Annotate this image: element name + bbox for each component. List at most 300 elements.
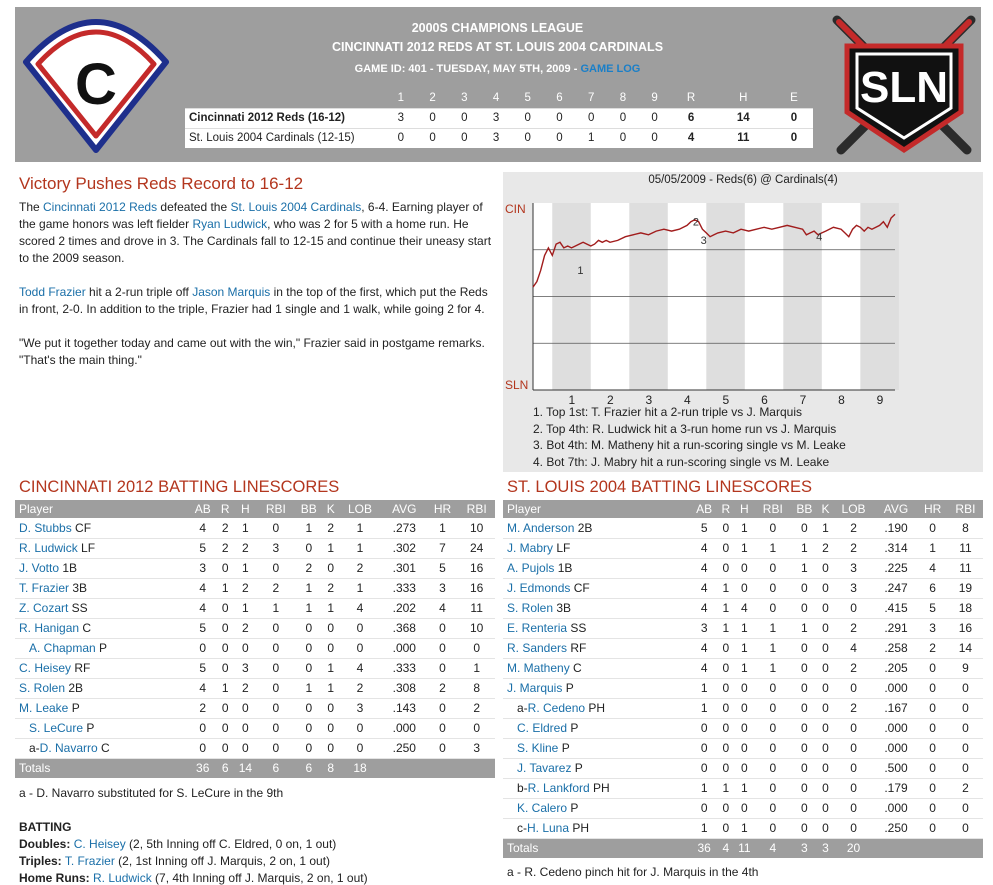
player-link[interactable]: M. Matheny [507,661,570,675]
stat-cell: 0 [458,718,495,738]
player-link[interactable]: R. Ludwick [93,871,152,885]
stat-cell: 0 [718,678,733,698]
story-paragraph: The Cincinnati 2012 Reds defeated the St. Louis 2004 Cardinals, 6-4. Earning player of the game honors was left fielder Ryan Ludwick, who was 2 for 5 with a home run. He scored 2 times and drove in 3. The Cardinals fall to 12-15 and continue their uneasy start to the 2009 season. [19,200,492,265]
stat-cell: 2 [338,678,382,698]
stat-cell: 24 [458,538,495,558]
stat-cell: 1 [690,678,718,698]
stat-cell: 2 [233,678,257,698]
linescore-col-header: R [686,92,696,105]
batting-row [15,598,495,618]
player-link[interactable]: D. Stubbs [19,520,72,535]
stat-cell: .250 [382,738,427,758]
stat-cell: 0 [832,758,874,778]
stat-cell: 5 [427,558,459,578]
inning-runs: 3 [480,128,512,148]
player-cell [503,638,690,658]
batting-row [503,758,983,778]
stat-cell: 0 [790,658,818,678]
inning-runs: 0 [639,128,671,148]
stat-cell: 1 [294,598,323,618]
chart-bottom-label: SLN [505,378,529,392]
stat-cell: .308 [382,678,427,698]
stat-cell: 1 [718,598,733,618]
batting-row [15,738,495,758]
stat-cell: 19 [948,578,983,598]
player-link[interactable]: R. Ludwick [19,541,78,555]
totals-cell [917,838,947,858]
player-cell [15,558,188,578]
logo-text: SLN [860,63,948,112]
stat-cell: 4 [917,558,947,578]
batting-row [503,718,983,738]
stat-cell: 2 [832,518,874,538]
stat-cell: 0 [217,638,233,658]
player-link[interactable]: J. Edmonds [507,581,571,595]
stat-cell: 0 [690,758,718,778]
batting-col-header: BB [790,500,818,518]
chart-notes [533,404,846,470]
stat-cell: 0 [818,758,832,778]
stat-cell: 1 [790,558,818,578]
inning-runs: 0 [417,108,449,128]
stat-cell: 0 [790,578,818,598]
player-position: C [569,661,582,675]
player-link[interactable]: C. Eldred [517,721,568,735]
stat-cell: 1 [233,598,257,618]
player-cell [15,578,188,598]
stat-cell: 3 [690,618,718,638]
player-cell [15,638,188,658]
batting-col-header: Player [503,500,690,518]
player-position: RF [71,661,91,675]
stat-cell: 3 [917,618,947,638]
stat-cell: 0 [338,738,382,758]
stat-cell: 0 [718,558,733,578]
player-link[interactable]: S. Kline [517,741,559,755]
stat-cell: .250 [875,818,918,838]
player-position: P [562,681,574,695]
stat-cell: 0 [818,638,832,658]
stat-cell: 0 [427,638,459,658]
stat-cell: 0 [917,758,947,778]
stat-cell: 0 [258,678,295,698]
stat-cell: 0 [832,678,874,698]
stat-cell: 6 [917,578,947,598]
event-marker: 1 [577,265,584,278]
stat-cell: 0 [790,798,818,818]
sub-prefix: b- [517,781,528,795]
stat-cell: 1 [217,578,233,598]
stat-cell: 0 [258,618,295,638]
player-position: C [97,741,110,755]
player-link[interactable]: Z. Cozart [19,601,69,615]
stat-cell: 0 [258,518,295,538]
player-position: P [83,721,95,735]
stat-cell: 0 [188,738,217,758]
stat-cell: 0 [790,698,818,718]
stat-cell: 2 [233,538,257,558]
stat-cell: 0 [755,698,790,718]
stat-cell: 0 [733,758,755,778]
stat-cell: 10 [458,518,495,538]
story-paragraph: "We put it together today and came out with the win," Frazier said in postgame remarks. "That's the main thing." [19,336,485,367]
stat-cell: 11 [948,538,983,558]
stat-cell: 16 [948,618,983,638]
player-position: P [571,761,583,775]
stat-cell: 0 [718,798,733,818]
player-link[interactable]: J. Mabry [507,541,554,555]
player-cell [15,658,188,678]
stat-cell: 1 [733,778,755,798]
story-headline: Victory Pushes Reds Record to 16-12 [19,174,304,193]
player-cell [503,758,690,778]
stat-cell: 0 [917,738,947,758]
stat-cell: 0 [233,738,257,758]
stat-cell: .302 [382,538,427,558]
batting-row [503,658,983,678]
stat-cell: 0 [755,818,790,838]
linescore-col-header: 6 [556,92,563,105]
stat-cell: 0 [427,698,459,718]
stat-cell: 1 [233,558,257,578]
batting-row [15,698,495,718]
game-log-link[interactable]: GAME LOG [580,63,641,75]
stat-cell: 1 [323,678,338,698]
batting-col-header: R [217,500,233,518]
stat-cell: 1 [323,538,338,558]
home-runs-line: Home Runs: R. Ludwick (7, 4th Inning off J. Marquis, 2 on, 1 out) [19,871,368,885]
stat-cell: 0 [718,698,733,718]
stat-cell: .368 [382,618,427,638]
total-r: 6 [670,108,711,128]
batting-col-header: R [718,500,733,518]
total-e: 0 [775,128,813,148]
story-body [19,199,494,386]
batting-row [503,638,983,658]
player-link[interactable]: A. Chapman [29,641,96,655]
event-marker: 4 [816,231,823,244]
player-cell [503,738,690,758]
stat-cell: 4 [690,558,718,578]
team-name: Cincinnati 2012 Reds (16-12) [185,108,385,128]
inning-tick-label: 2 [607,393,614,404]
stat-cell: 0 [755,758,790,778]
stat-cell: 0 [294,538,323,558]
batting-col-header: K [323,500,338,518]
player-link[interactable]: Ryan Ludwick [192,217,268,231]
batting-col-header: H [733,500,755,518]
totals-cell: 6 [258,758,295,778]
stat-cell: 0 [427,658,459,678]
totals-cell: 3 [790,838,818,858]
linescore-col-header: H [739,92,748,105]
player-link[interactable]: A. Pujols [507,561,555,575]
stat-cell: .000 [875,678,918,698]
stat-cell: 0 [948,718,983,738]
player-link[interactable]: R. Hanigan [19,621,80,635]
batting-row [503,518,983,538]
stat-cell: 1 [755,658,790,678]
stat-cell: 0 [790,518,818,538]
stat-cell: 5 [188,618,217,638]
player-position: LF [77,541,96,555]
stat-cell: 10 [458,618,495,638]
stat-cell: 0 [323,618,338,638]
player-position: PH [585,701,606,715]
player-link[interactable]: C. Heisey [73,837,126,851]
stat-cell: 0 [948,738,983,758]
player-position: 1B [554,561,573,575]
inning-runs: 0 [512,108,544,128]
player-cell [503,578,690,598]
team-link[interactable]: Cincinnati 2012 Reds [43,200,158,214]
stat-cell: 0 [755,718,790,738]
totals-cell: 4 [755,838,790,858]
batting-col-header: BB [294,500,323,518]
stat-cell: 4 [427,598,459,618]
stat-cell: 9 [948,658,983,678]
player-link[interactable]: T. Frazier [19,581,70,595]
player-link[interactable]: J. Votto [19,561,60,575]
player-link[interactable]: T. Frazier [64,854,115,868]
stat-cell: 1 [323,598,338,618]
stat-cell: 0 [832,598,874,618]
stat-cell: .333 [382,578,427,598]
matchup-title: CINCINNATI 2012 REDS AT ST. LOUIS 2004 CARDINALS [331,40,664,54]
stat-cell: 0 [323,738,338,758]
stat-cell: 4 [338,658,382,678]
batting-row [503,558,983,578]
stat-cell: 0 [294,718,323,738]
game-info-text: GAME ID: 401 - TUESDAY, MAY 5TH, 2009 - [354,63,581,75]
stat-cell: .000 [382,718,427,738]
player-link[interactable]: S. Rolen [507,601,554,615]
player-cell [15,738,188,758]
player-position: 3B [553,601,572,615]
totals-cell: 6 [217,758,233,778]
cin-batting-heading: CINCINNATI 2012 BATTING LINESCORES [19,478,340,496]
stat-cell: 0 [755,778,790,798]
stat-cell: 0 [755,678,790,698]
batting-row [503,738,983,758]
team-link[interactable]: St. Louis 2004 Cardinals [230,200,362,214]
stat-cell: 0 [917,698,947,718]
stat-cell: 0 [818,618,832,638]
stat-cell: 1 [338,518,382,538]
stat-cell: 1 [718,778,733,798]
player-link[interactable]: E. Renteria [507,621,568,635]
stat-cell: 0 [690,798,718,818]
stat-cell: 0 [258,698,295,718]
stat-cell: 2 [258,578,295,598]
stat-cell: 0 [832,738,874,758]
player-cell [15,678,188,698]
totals-cell: Totals [503,838,690,858]
batting-col-header: RBI [755,500,790,518]
player-link[interactable]: S. LeCure [29,721,84,735]
stat-cell: 0 [690,738,718,758]
player-link[interactable]: Jason Marquis [192,285,271,299]
player-cell [15,518,188,538]
batting-col-header: Player [15,500,188,518]
inning-runs: 0 [512,128,544,148]
stat-cell: 8 [948,518,983,538]
player-cell [503,618,690,638]
player-position: 3B [69,581,88,595]
player-cell [15,698,188,718]
stat-cell: 0 [917,798,947,818]
stat-cell: 1 [338,538,382,558]
stat-cell: 0 [818,778,832,798]
stat-cell: 2 [323,578,338,598]
sub-prefix: a- [517,701,528,715]
stat-cell: 1 [323,658,338,678]
linescore-col-header: E [790,92,798,105]
batting-row [15,518,495,538]
game-info [185,63,810,75]
stat-cell: 0 [217,738,233,758]
batting-col-header: LOB [832,500,874,518]
stat-cell: 0 [217,658,233,678]
player-link[interactable]: R. Cedeno [527,701,586,715]
player-position: P [95,641,108,655]
inning-tick-label: 4 [684,393,691,404]
stat-cell: 2 [323,518,338,538]
stat-cell: 0 [832,718,874,738]
player-link[interactable]: S. Rolen [19,681,66,695]
stat-cell: 5 [188,538,217,558]
batting-row [503,798,983,818]
linescore-col-header: 7 [587,92,595,105]
event-marker: 2 [692,216,700,229]
stat-cell: 0 [818,738,832,758]
player-position: CF [71,520,92,535]
stat-cell: 2 [458,698,495,718]
player-link[interactable]: C. Heisey [19,661,72,675]
event-marker: 3 [700,235,707,248]
stat-cell: 1 [733,638,755,658]
stat-cell: 0 [338,638,382,658]
stat-cell: 4 [338,598,382,618]
stat-cell: 0 [217,598,233,618]
totals-cell: 36 [690,838,718,858]
inning-runs: 0 [385,128,417,148]
chart-note: 4. Bot 7th: J. Mabry hit a run-scoring single vs M. Leake [533,454,830,469]
stat-cell: .143 [382,698,427,718]
stat-cell: 0 [258,638,295,658]
stat-cell: 1 [294,678,323,698]
batting-col-header: AB [188,500,217,518]
player-cell [503,558,690,578]
player-link[interactable]: H. Luna [527,821,570,835]
stat-cell: 0 [323,638,338,658]
totals-cell [382,758,427,778]
stat-cell: 1 [718,618,733,638]
batting-col-header: H [233,500,257,518]
linescore-col-header: 9 [651,92,658,105]
stat-cell: 0 [733,578,755,598]
linescore-col-header: 2 [429,92,436,105]
stat-cell: 2 [427,678,459,698]
player-position: P [558,741,570,755]
stat-cell: 2 [832,658,874,678]
stat-cell: 0 [755,518,790,538]
stat-cell: 11 [948,558,983,578]
totals-cell [458,758,495,778]
player-link[interactable]: M. Leake [19,701,69,715]
player-cell [503,778,690,798]
batting-row [503,618,983,638]
stat-cell: 0 [917,518,947,538]
inning-runs: 0 [607,108,639,128]
stat-cell: 8 [458,678,495,698]
player-cell [503,538,690,558]
inning-tick-label: 3 [645,393,653,404]
player-position: SS [68,601,88,615]
inning-tick-label: 9 [876,393,884,404]
totals-cell: Totals [15,758,188,778]
stat-cell: 2 [233,578,257,598]
team-name: St. Louis 2004 Cardinals (12-15) [185,128,385,148]
batting-col-header: AVG [875,500,918,518]
stat-cell: 0 [818,798,832,818]
stat-cell: 2 [217,538,233,558]
stat-cell: 0 [718,738,733,758]
player-position: CF [570,581,590,595]
triples-line: Triples: T. Frazier (2, 1st Inning off J. Marquis, 2 on, 1 out) [19,854,331,868]
stat-cell: .202 [382,598,427,618]
player-link[interactable]: R. Lankford [527,781,590,795]
chart-top-label: CIN [505,202,526,216]
stat-cell: 0 [718,638,733,658]
stat-cell: 0 [718,758,733,778]
player-link[interactable]: Todd Frazier [19,285,86,299]
stat-cell: 0 [217,618,233,638]
player-position: P [567,721,579,735]
stat-cell: 1 [690,698,718,718]
stat-cell: 2 [818,538,832,558]
player-cell [503,598,690,618]
player-link[interactable]: R. Sanders [507,641,568,655]
stat-cell: 0 [258,658,295,678]
player-link[interactable]: D. Navarro [39,741,98,755]
total-h: 14 [712,108,775,128]
batting-row [503,538,983,558]
stat-cell: 0 [790,818,818,838]
stat-cell: 0 [917,778,947,798]
player-link[interactable]: J. Marquis [507,681,563,695]
inning-runs: 0 [575,108,607,128]
stat-cell: .190 [875,518,918,538]
stat-cell: 0 [733,678,755,698]
stat-cell: 0 [818,678,832,698]
stat-cell: 0 [718,718,733,738]
player-link[interactable]: J. Tavarez [517,761,572,775]
player-link[interactable]: K. Calero [517,801,568,815]
stat-cell: 0 [733,718,755,738]
player-position: 2B [574,520,593,535]
stat-cell: .000 [382,638,427,658]
stat-cell: 3 [338,698,382,718]
player-link[interactable]: M. Anderson [507,520,575,535]
batting-row [15,638,495,658]
stat-cell: 2 [233,618,257,638]
player-cell [503,718,690,738]
linescore-row [185,128,813,148]
chart-title: 05/05/2009 - Reds(6) @ Cardinals(4) [648,174,838,186]
stat-cell: 0 [755,798,790,818]
stat-cell: 0 [427,718,459,738]
